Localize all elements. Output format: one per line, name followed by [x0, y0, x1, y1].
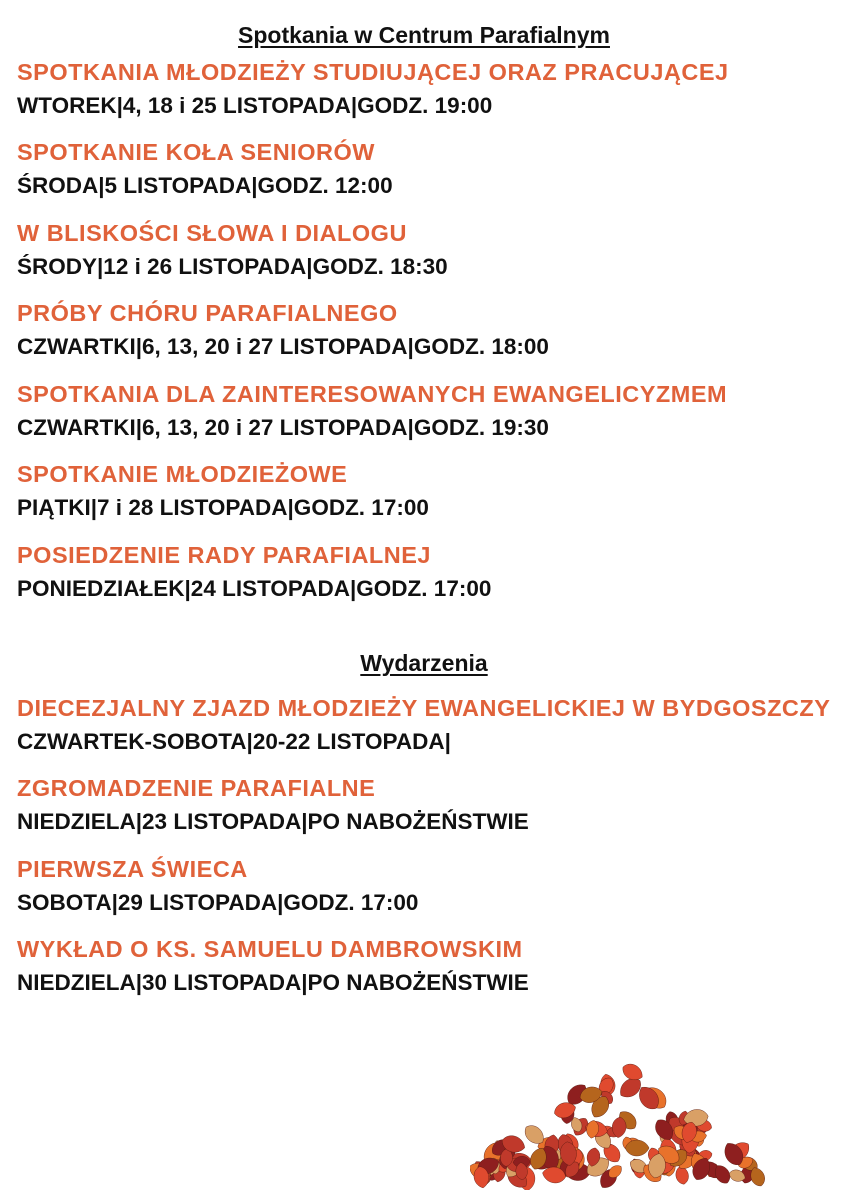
event-title: WYKŁAD O KS. SAMUELU DAMBROWSKIM	[17, 936, 523, 962]
event-detail: PIĄTKI|7 i 28 LISTOPADA|GODZ. 17:00	[17, 495, 429, 520]
leaf-icon	[625, 1140, 649, 1156]
event-title: PIERWSZA ŚWIECA	[17, 856, 248, 882]
event-title: ZGROMADZENIE PARAFIALNE	[17, 775, 376, 801]
event-item	[17, 58, 729, 120]
event-detail: ŚRODY|12 i 26 LISTOPADA|GODZ. 18:30	[17, 254, 448, 279]
event-detail: ŚRODA|5 LISTOPADA|GODZ. 12:00	[17, 173, 393, 198]
event-detail: CZWARTKI|6, 13, 20 i 27 LISTOPADA|GODZ. 19:30	[17, 415, 549, 440]
event-item	[17, 855, 418, 917]
event-title: W BLISKOŚCI SŁOWA I DIALOGU	[17, 220, 407, 246]
event-item	[17, 299, 549, 361]
event-title: PRÓBY CHÓRU PARAFIALNEGO	[17, 300, 398, 326]
event-title: SPOTKANIA MŁODZIEŻY STUDIUJĄCEJ ORAZ PRACUJĄCEJ	[17, 59, 729, 85]
event-title: SPOTKANIA DLA ZAINTERESOWANYCH EWANGELICYZMEM	[17, 381, 728, 407]
event-detail: NIEDZIELA|30 LISTOPADA|PO NABOŻEŃSTWIE	[17, 970, 529, 995]
section-heading-events: Wydarzenia	[360, 650, 488, 676]
event-detail: NIEDZIELA|23 LISTOPADA|PO NABOŻEŃSTWIE	[17, 809, 529, 834]
event-detail: WTOREK|4, 18 i 25 LISTOPADA|GODZ. 19:00	[17, 93, 493, 118]
event-title: SPOTKANIE KOŁA SENIORÓW	[17, 139, 375, 165]
event-item	[17, 935, 529, 997]
section-heading-meetings: Spotkania w Centrum Parafialnym	[238, 22, 610, 48]
event-title: SPOTKANIE MŁODZIEŻOWE	[17, 461, 348, 487]
event-item	[17, 138, 393, 200]
event-item	[17, 774, 529, 836]
event-item	[17, 219, 448, 281]
event-detail: CZWARTKI|6, 13, 20 i 27 LISTOPADA|GODZ. 18:00	[17, 334, 549, 359]
event-title: DIECEZJALNY ZJAZD MŁODZIEŻY EWANGELICKIEJ W BYDGOSZCZY	[17, 695, 831, 721]
event-title: POSIEDZENIE RADY PARAFIALNEJ	[17, 542, 431, 568]
event-detail: PONIEDZIAŁEK|24 LISTOPADA|GODZ. 17:00	[17, 576, 492, 601]
event-item	[17, 460, 429, 522]
event-detail: SOBOTA|29 LISTOPADA|GODZ. 17:00	[17, 890, 419, 915]
event-item	[17, 541, 491, 603]
event-detail: CZWARTEK-SOBOTA|20-22 LISTOPADA|	[17, 729, 451, 754]
event-item	[17, 380, 727, 442]
autumn-leaves-pile-icon	[470, 1040, 770, 1190]
event-item	[17, 694, 830, 756]
